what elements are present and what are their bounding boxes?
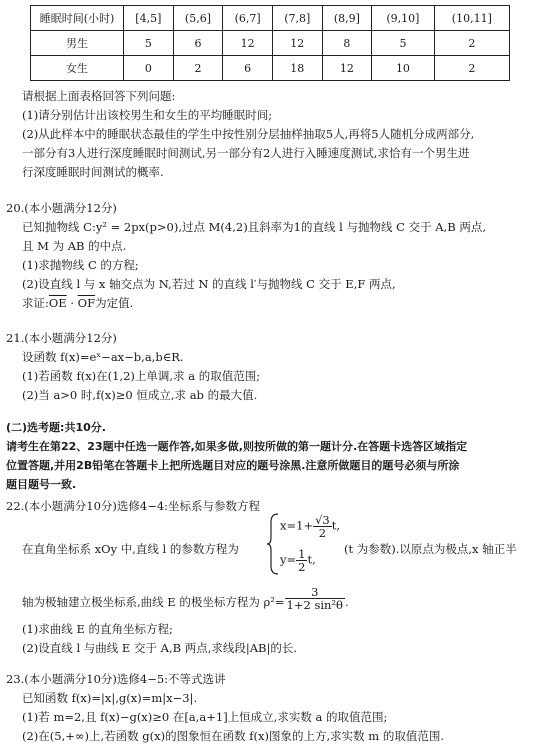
table-header-cell: (6,7]	[223, 6, 273, 31]
table-header-cell: (5,6]	[173, 6, 223, 31]
fraction-numerator: √3	[315, 513, 330, 527]
q19-part2-line3: 行深度睡眠时间测试的概率.	[22, 165, 164, 179]
q23-part1: (1)若 m=2,且 f(x)−g(x)≥0 在[a,a+1]上恒成立,求实数 a 的取值范围;	[22, 710, 388, 724]
polar-fraction	[285, 586, 345, 611]
q22-param-note: (t 为参数).以原点为极点,x 轴正半	[344, 542, 517, 556]
q22-polar-prefix: 轴为极轴建立极坐标系,曲线 E 的极坐标方程为 ρ²=	[22, 595, 285, 609]
table-header-cell: (9,10]	[372, 6, 434, 31]
fraction-numerator: 3	[285, 586, 345, 599]
q22-polar-suffix: .	[344, 595, 349, 609]
q20-heading: 20.(本小题满分12分)	[6, 201, 117, 215]
table-cell: 6	[223, 56, 273, 81]
dot-operator: ·	[66, 296, 78, 310]
fraction-1-over-2	[296, 548, 307, 573]
elective-instruction-3: 题目题号一致.	[6, 478, 77, 491]
table-cell: 5	[372, 31, 434, 56]
table-row-label: 男生	[31, 31, 124, 56]
q20-part2: (2)设直线 l 与 x 轴交点为 N,若过 N 的直线 l′与抛物线 C 交于 E,F 两点,	[22, 277, 396, 291]
table-cell: 2	[173, 56, 223, 81]
table-cell: 8	[322, 31, 372, 56]
q20-line1: 已知抛物线 C:y² = 2px(p>0),过点 M(4,2)且斜率为1的直线 l 与抛物线 C 交于 A,B 两点,	[22, 220, 486, 234]
vector-of: $\overline{OF}$	[77, 296, 96, 310]
q19-part1: (1)请分别估计出该校男生和女生的平均睡眠时间;	[22, 108, 273, 122]
table-cell: 6	[173, 31, 223, 56]
table-cell: 2	[434, 56, 509, 81]
q23-part2: (2)在(5,+∞)上,若函数 g(x)的图象恒在函数 f(x)图象的上方,求实数 m 的取值范围.	[22, 729, 444, 743]
q20-proof-suffix: 为定值.	[95, 296, 134, 310]
fraction-denominator: 2	[298, 560, 306, 574]
table-row	[31, 56, 510, 81]
q23-line1: 已知函数 f(x)=|x|,g(x)=m|x−3|.	[22, 691, 198, 705]
table-cell: 0	[124, 56, 174, 81]
param-eq-y-suffix: t,	[307, 552, 316, 567]
table-header-cell: [4,5]	[124, 6, 174, 31]
param-eq-y	[280, 548, 316, 573]
sleep-time-table	[30, 5, 510, 81]
table-row	[31, 31, 510, 56]
table-header-row	[31, 6, 510, 31]
q22-intro: 在直角坐标系 xOy 中,直线 l 的参数方程为	[22, 542, 239, 556]
table-header-cell: (8,9]	[322, 6, 372, 31]
q22-heading: 22.(本小题满分10分)选修4−4:坐标系与参数方程	[6, 499, 261, 513]
param-eq-x-prefix: x=1+	[280, 518, 314, 533]
param-eq-y-prefix: y=	[280, 552, 297, 567]
param-eq-x-suffix: t,	[331, 518, 341, 533]
elective-heading: (二)选考题:共10分.	[6, 421, 106, 434]
left-brace-icon	[266, 512, 280, 576]
elective-instruction-2: 位置答题,并用2B铅笔在答题卡上把所选题目对应的题号涂黑.注意所做题目的题号必须与所涂	[6, 459, 460, 472]
param-eq-x	[280, 514, 340, 539]
table-cell: 18	[272, 56, 322, 81]
fraction-denominator: 2	[318, 526, 327, 540]
table-header-cell: 睡眠时间(小时)	[31, 6, 124, 31]
table-header-cell: (7,8]	[272, 6, 322, 31]
q19-part2-line1: (2)从此样本中的睡眠状态最佳的学生中按性别分层抽样抽取5人,再将5人随机分成两部分,	[22, 127, 475, 141]
table-row-label: 女生	[31, 56, 124, 81]
fraction-denominator: 1+2 sin²θ	[286, 597, 343, 612]
table-cell: 10	[372, 56, 434, 81]
table-cell: 12	[223, 31, 273, 56]
table-cell: 2	[434, 31, 509, 56]
q20-proof-prefix: 求证:	[22, 296, 49, 310]
table-header-cell: (10,11]	[434, 6, 509, 31]
q21-heading: 21.(本小题满分12分)	[6, 331, 117, 345]
q21-part2: (2)当 a>0 时,f(x)≥0 恒成立,求 ab 的最大值.	[22, 388, 258, 402]
elective-instruction-1: 请考生在第22、23题中任选一题作答,如果多做,则按所做的第一题计分.在答题卡选答区域指定	[6, 440, 468, 453]
table-cell: 12	[322, 56, 372, 81]
q20-proof-line	[22, 295, 133, 311]
table-cell: 5	[124, 31, 174, 56]
q22-part2: (2)设直线 l 与曲线 E 交于 A,B 两点,求线段|AB|的长.	[22, 641, 298, 655]
vector-oe: $\overline{OE}$	[48, 296, 67, 310]
q19-part2-line2: 一部分有3人进行深度睡眠时间测试,另一部分有2人进行入睡速度测试,求恰有一个男生进	[22, 146, 470, 160]
q20-line2: 且 M 为 AB 的中点.	[22, 239, 127, 253]
q22-part1: (1)求曲线 E 的直角坐标方程;	[22, 622, 173, 636]
q22-polar-line	[22, 584, 349, 612]
q20-part1: (1)求抛物线 C 的方程;	[22, 258, 139, 272]
fraction-sqrt3-over-2	[313, 514, 332, 539]
q19-intro: 请根据上面表格回答下列问题:	[22, 89, 176, 103]
fraction-numerator: 1	[298, 547, 306, 561]
q23-heading: 23.(本小题满分10分)选修4−5:不等式选讲	[6, 672, 226, 686]
q21-part1: (1)若函数 f(x)在(1,2)上单调,求 a 的取值范围;	[22, 369, 261, 383]
q21-line1: 设函数 f(x)=eˣ−ax−b,a,b∈R.	[22, 350, 184, 364]
table-cell: 12	[272, 31, 322, 56]
